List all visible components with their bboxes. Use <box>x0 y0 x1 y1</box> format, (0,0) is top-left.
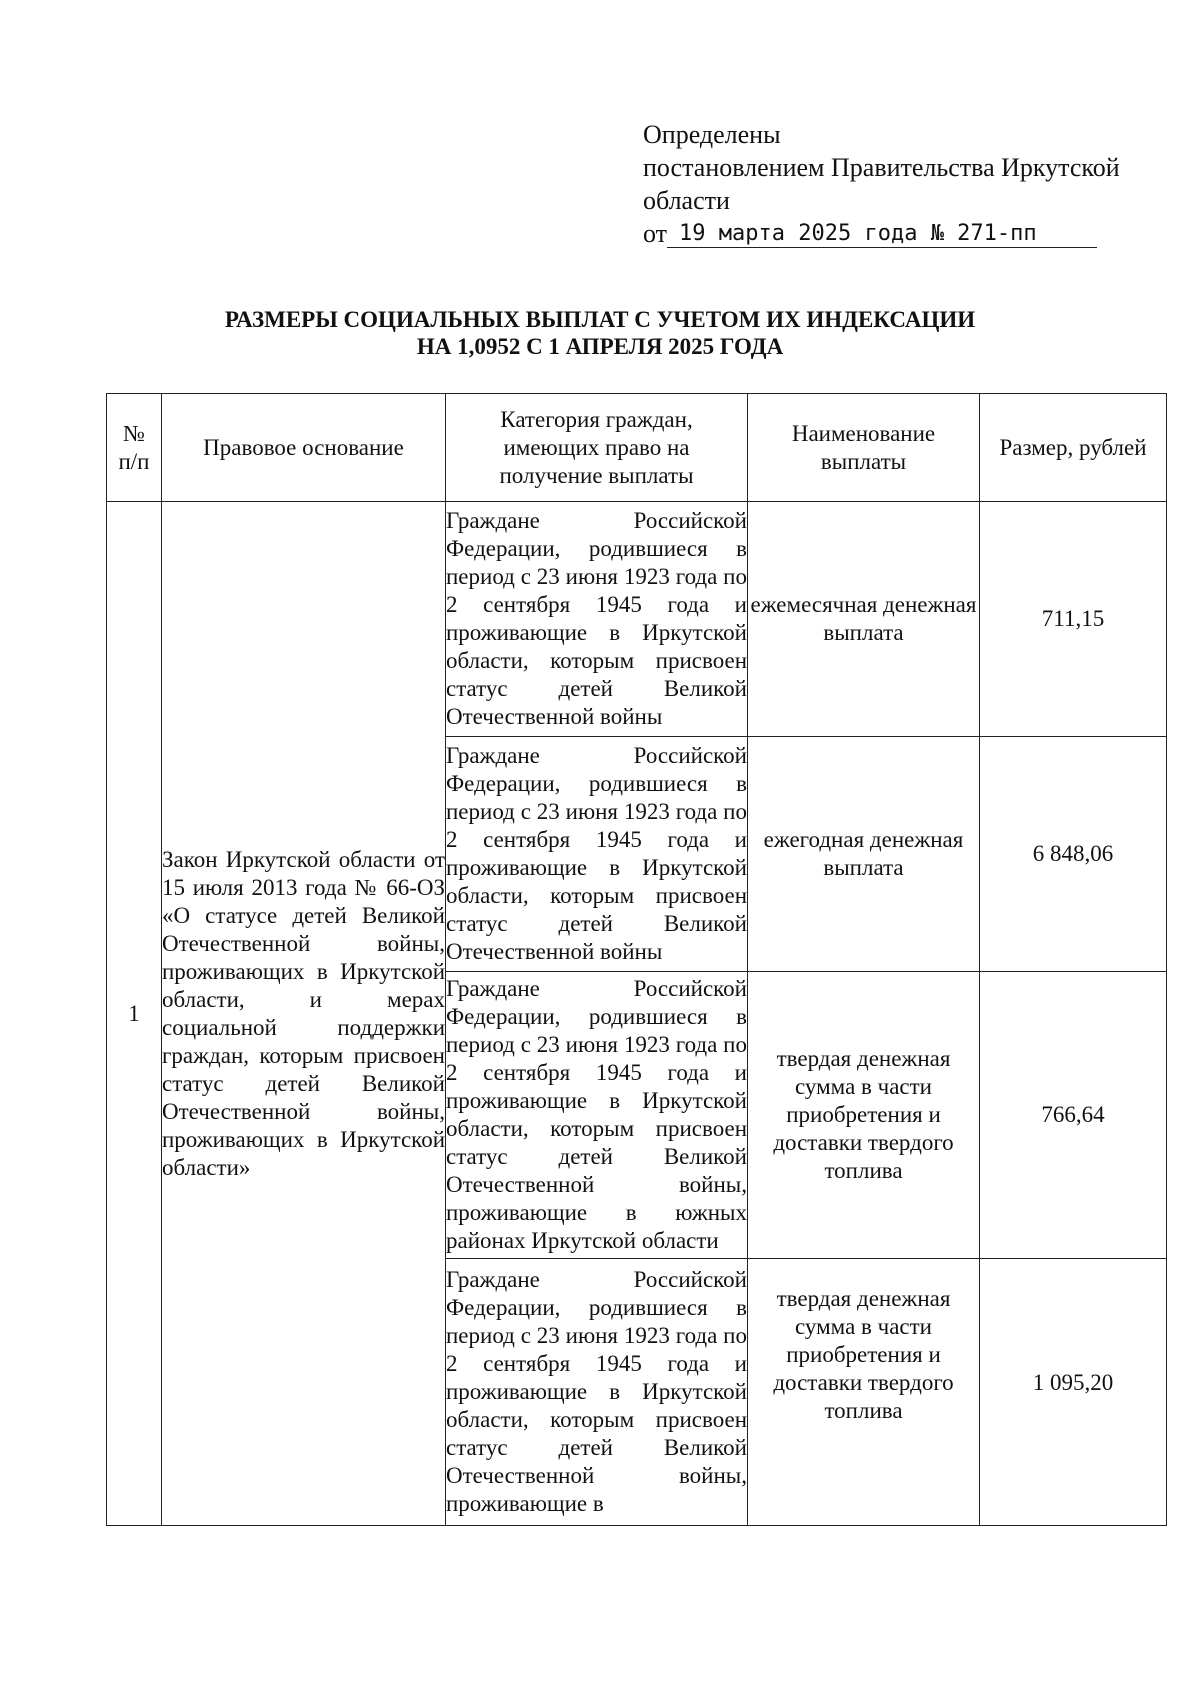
header-payment-name: Наименование выплаты <box>748 394 980 502</box>
legal-basis: Закон Иркутской области от 15 июля 2013 года № 66-ОЗ «О статусе детей Великой Отечественной войны, проживающих в Иркутской области, и мерах социальной поддержки граждан, которым присвоен статус детей Великой Отечественной войны, проживающих в Иркутской области» <box>162 502 446 1526</box>
approval-line-1: Определены <box>643 120 781 149</box>
table-header-row <box>107 394 1167 502</box>
citizen-category: Граждане Российской Федерации, родившиеся в период с 23 июня 1923 года по 2 сентября 1945 года и проживающие в Иркутской области, которым присвоен статус детей Великой Отечественной войны, проживающие в южных районах Иркутской области <box>446 972 748 1259</box>
payment-name: твердая денежная сумма в части приобретения и доставки твердого топлива <box>748 972 980 1259</box>
document-title-line-1: РАЗМЕРЫ СОЦИАЛЬНЫХ ВЫПЛАТ С УЧЕТОМ ИХ ИНДЕКСАЦИИ <box>224 307 976 332</box>
payment-amount: 711,15 <box>980 502 1167 737</box>
payment-amount: 766,64 <box>980 972 1167 1259</box>
payments-table <box>106 393 1167 1526</box>
payment-name: твердая денежная сумма в части приобретения и доставки твердого топлива <box>748 1259 980 1526</box>
approval-line-2: постановлением Правительства Иркутской <box>643 153 1120 182</box>
approval-date-prefix: от <box>643 219 668 248</box>
citizen-category: Граждане Российской Федерации, родившиеся в период с 23 июня 1923 года по 2 сентября 1945 года и проживающие в Иркутской области, которым присвоен статус детей Великой Отечественной войны <box>446 737 748 972</box>
document-title-line-2: НА 1,0952 С 1 АПРЕЛЯ 2025 ГОДА <box>416 334 784 359</box>
header-num: № п/п <box>107 394 162 502</box>
citizen-category: Граждане Российской Федерации, родившиеся в период с 23 июня 1923 года по 2 сентября 1945 года и проживающие в Иркутской области, которым присвоен статус детей Великой Отечественной войны <box>446 502 748 737</box>
payment-amount: 1 095,20 <box>980 1259 1167 1526</box>
citizen-category: Граждане Российской Федерации, родившиеся в период с 23 июня 1923 года по 2 сентября 1945 года и проживающие в Иркутской области, которым присвоен статус детей Великой Отечественной войны, проживающие в <box>446 1259 748 1526</box>
table-row <box>107 502 1167 737</box>
approval-date-row <box>643 217 1163 250</box>
approval-date-value: 19 марта 2025 года № 271-пп <box>667 221 1097 248</box>
document-title <box>0 306 1200 360</box>
row-number: 1 <box>107 502 162 1526</box>
header-basis: Правовое основание <box>162 394 446 502</box>
approval-block <box>643 118 1163 250</box>
approval-line-3: области <box>643 186 730 215</box>
payment-name: ежемесячная денежная выплата <box>748 502 980 737</box>
payment-amount: 6 848,06 <box>980 737 1167 972</box>
payment-name: ежегодная денежная выплата <box>748 737 980 972</box>
header-category: Категория граждан, имеющих право на получение выплаты <box>446 394 748 502</box>
header-amount: Размер, рублей <box>980 394 1167 502</box>
